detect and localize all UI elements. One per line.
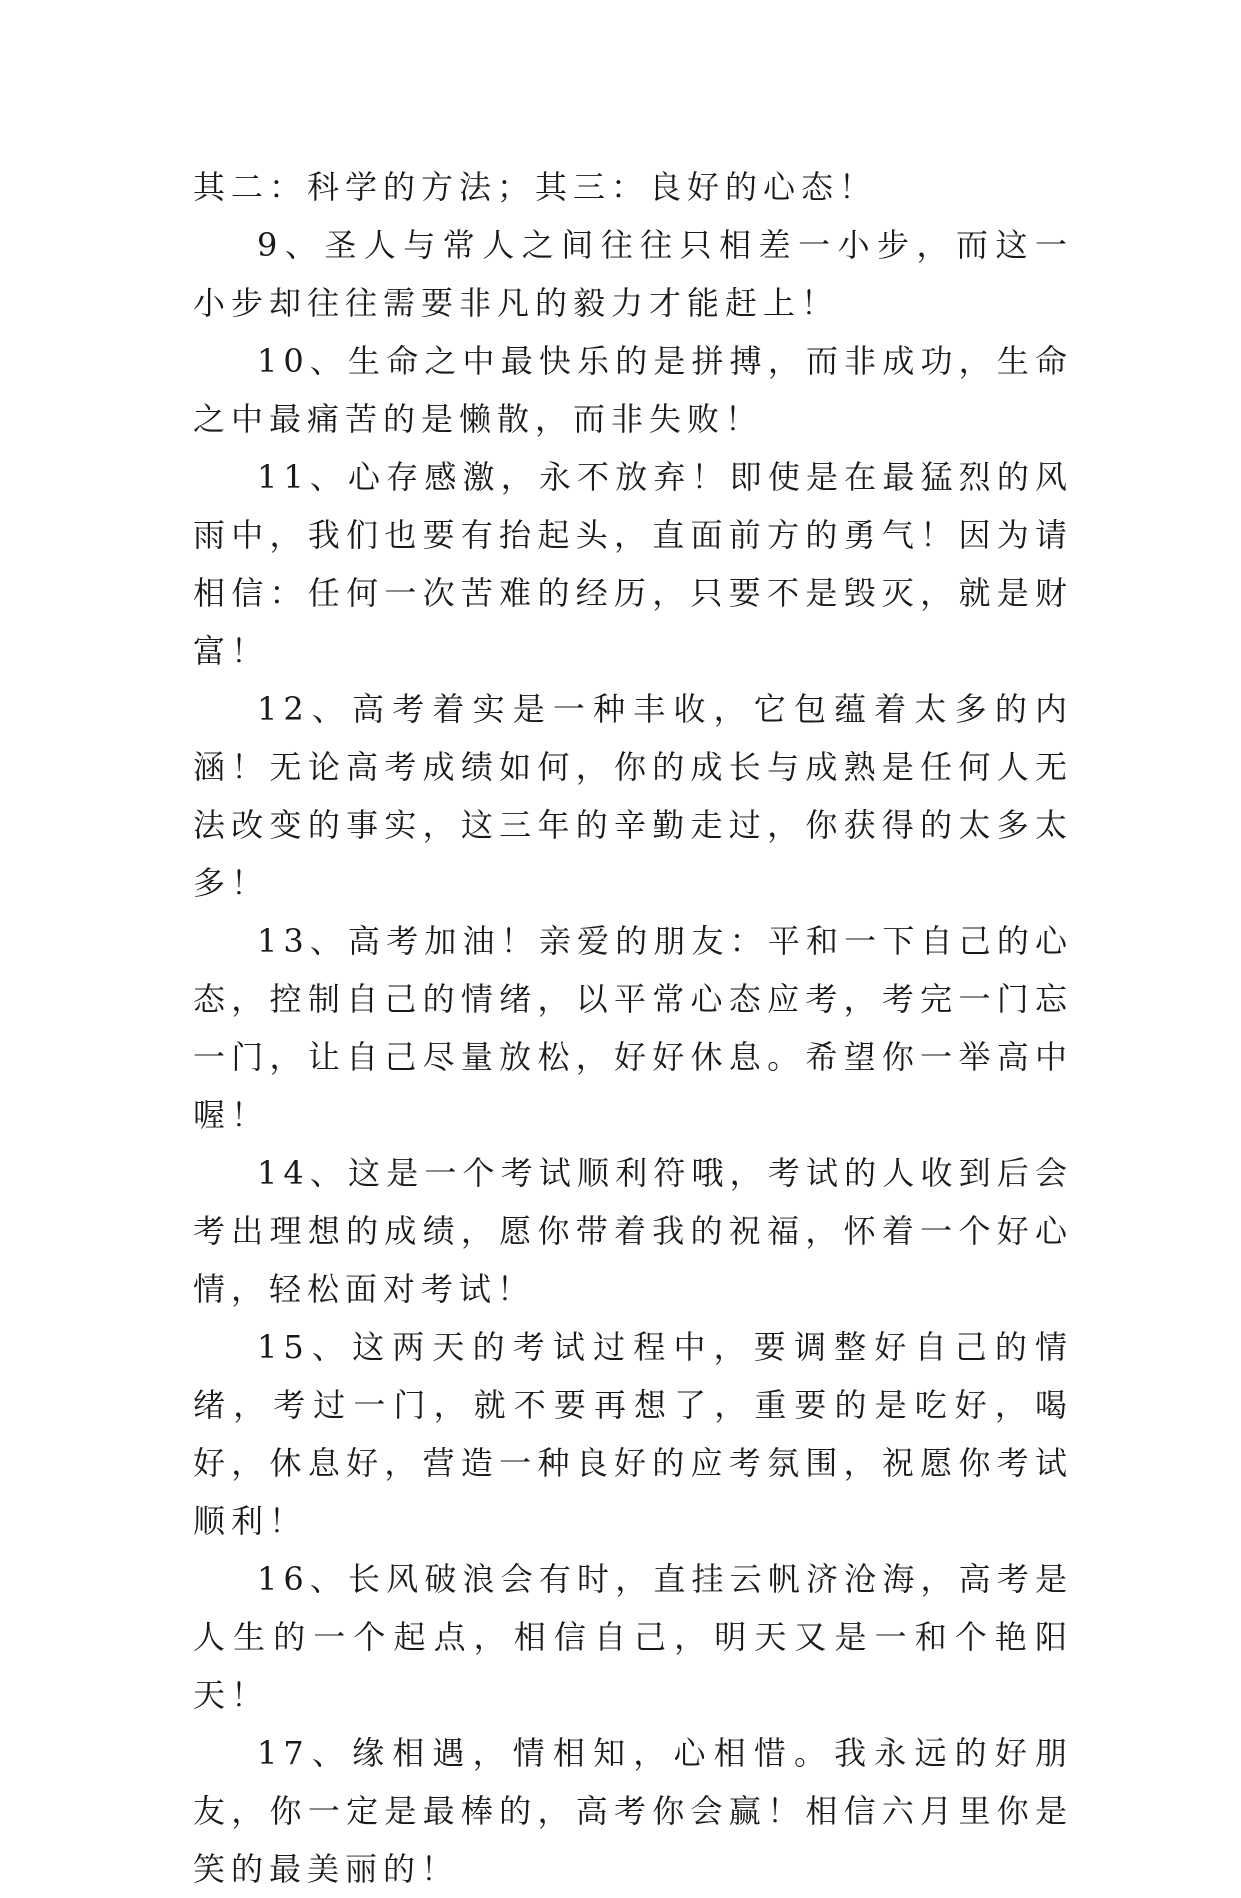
paragraph-item-10: 10、生命之中最快乐的是拼搏，而非成功，生命之中最痛苦的是懒散，而非失败！ — [193, 342, 1073, 438]
paragraph-item-15: 15、这两天的考试过程中，要调整好自己的情绪，考过一门，就不要再想了，重要的是吃好，喝好，休息好，营造一种良好的应考氛围，祝愿你考试顺利！ — [193, 1328, 1073, 1540]
document-body — [193, 158, 1073, 1898]
paragraph-item-9: 9、圣人与常人之间往往只相差一小步，而这一小步却往往需要非凡的毅力才能赶上！ — [193, 226, 1073, 322]
paragraph-item-13: 13、高考加油！亲爱的朋友：平和一下自己的心态，控制自己的情绪，以平常心态应考，考完一门忘一门，让自己尽量放松，好好休息。希望你一举高中喔！ — [193, 922, 1073, 1134]
paragraph-item-11: 11、心存感激，永不放弃！即使是在最猛烈的风雨中，我们也要有抬起头，直面前方的勇气！因为请相信：任何一次苦难的经历，只要不是毁灭，就是财富！ — [193, 458, 1073, 670]
paragraph-continuation: 其二：科学的方法；其三：良好的心态！ — [193, 168, 878, 206]
paragraph-item-17: 17、缘相遇，情相知，心相惜。我永远的好朋友，你一定是最棒的，高考你会赢！相信六月里你是笑的最美丽的！ — [193, 1734, 1073, 1888]
paragraph-item-14: 14、这是一个考试顺利符哦，考试的人收到后会考出理想的成绩，愿你带着我的祝福，怀着一个好心情，轻松面对考试！ — [193, 1154, 1073, 1308]
paragraph-item-12: 12、高考着实是一种丰收，它包蕴着太多的内涵！无论高考成绩如何，你的成长与成熟是任何人无法改变的事实，这三年的辛勤走过，你获得的太多太多！ — [193, 690, 1073, 902]
paragraph-item-16: 16、长风破浪会有时，直挂云帆济沧海，高考是人生的一个起点，相信自己，明天又是一和个艳阳天！ — [193, 1560, 1073, 1714]
